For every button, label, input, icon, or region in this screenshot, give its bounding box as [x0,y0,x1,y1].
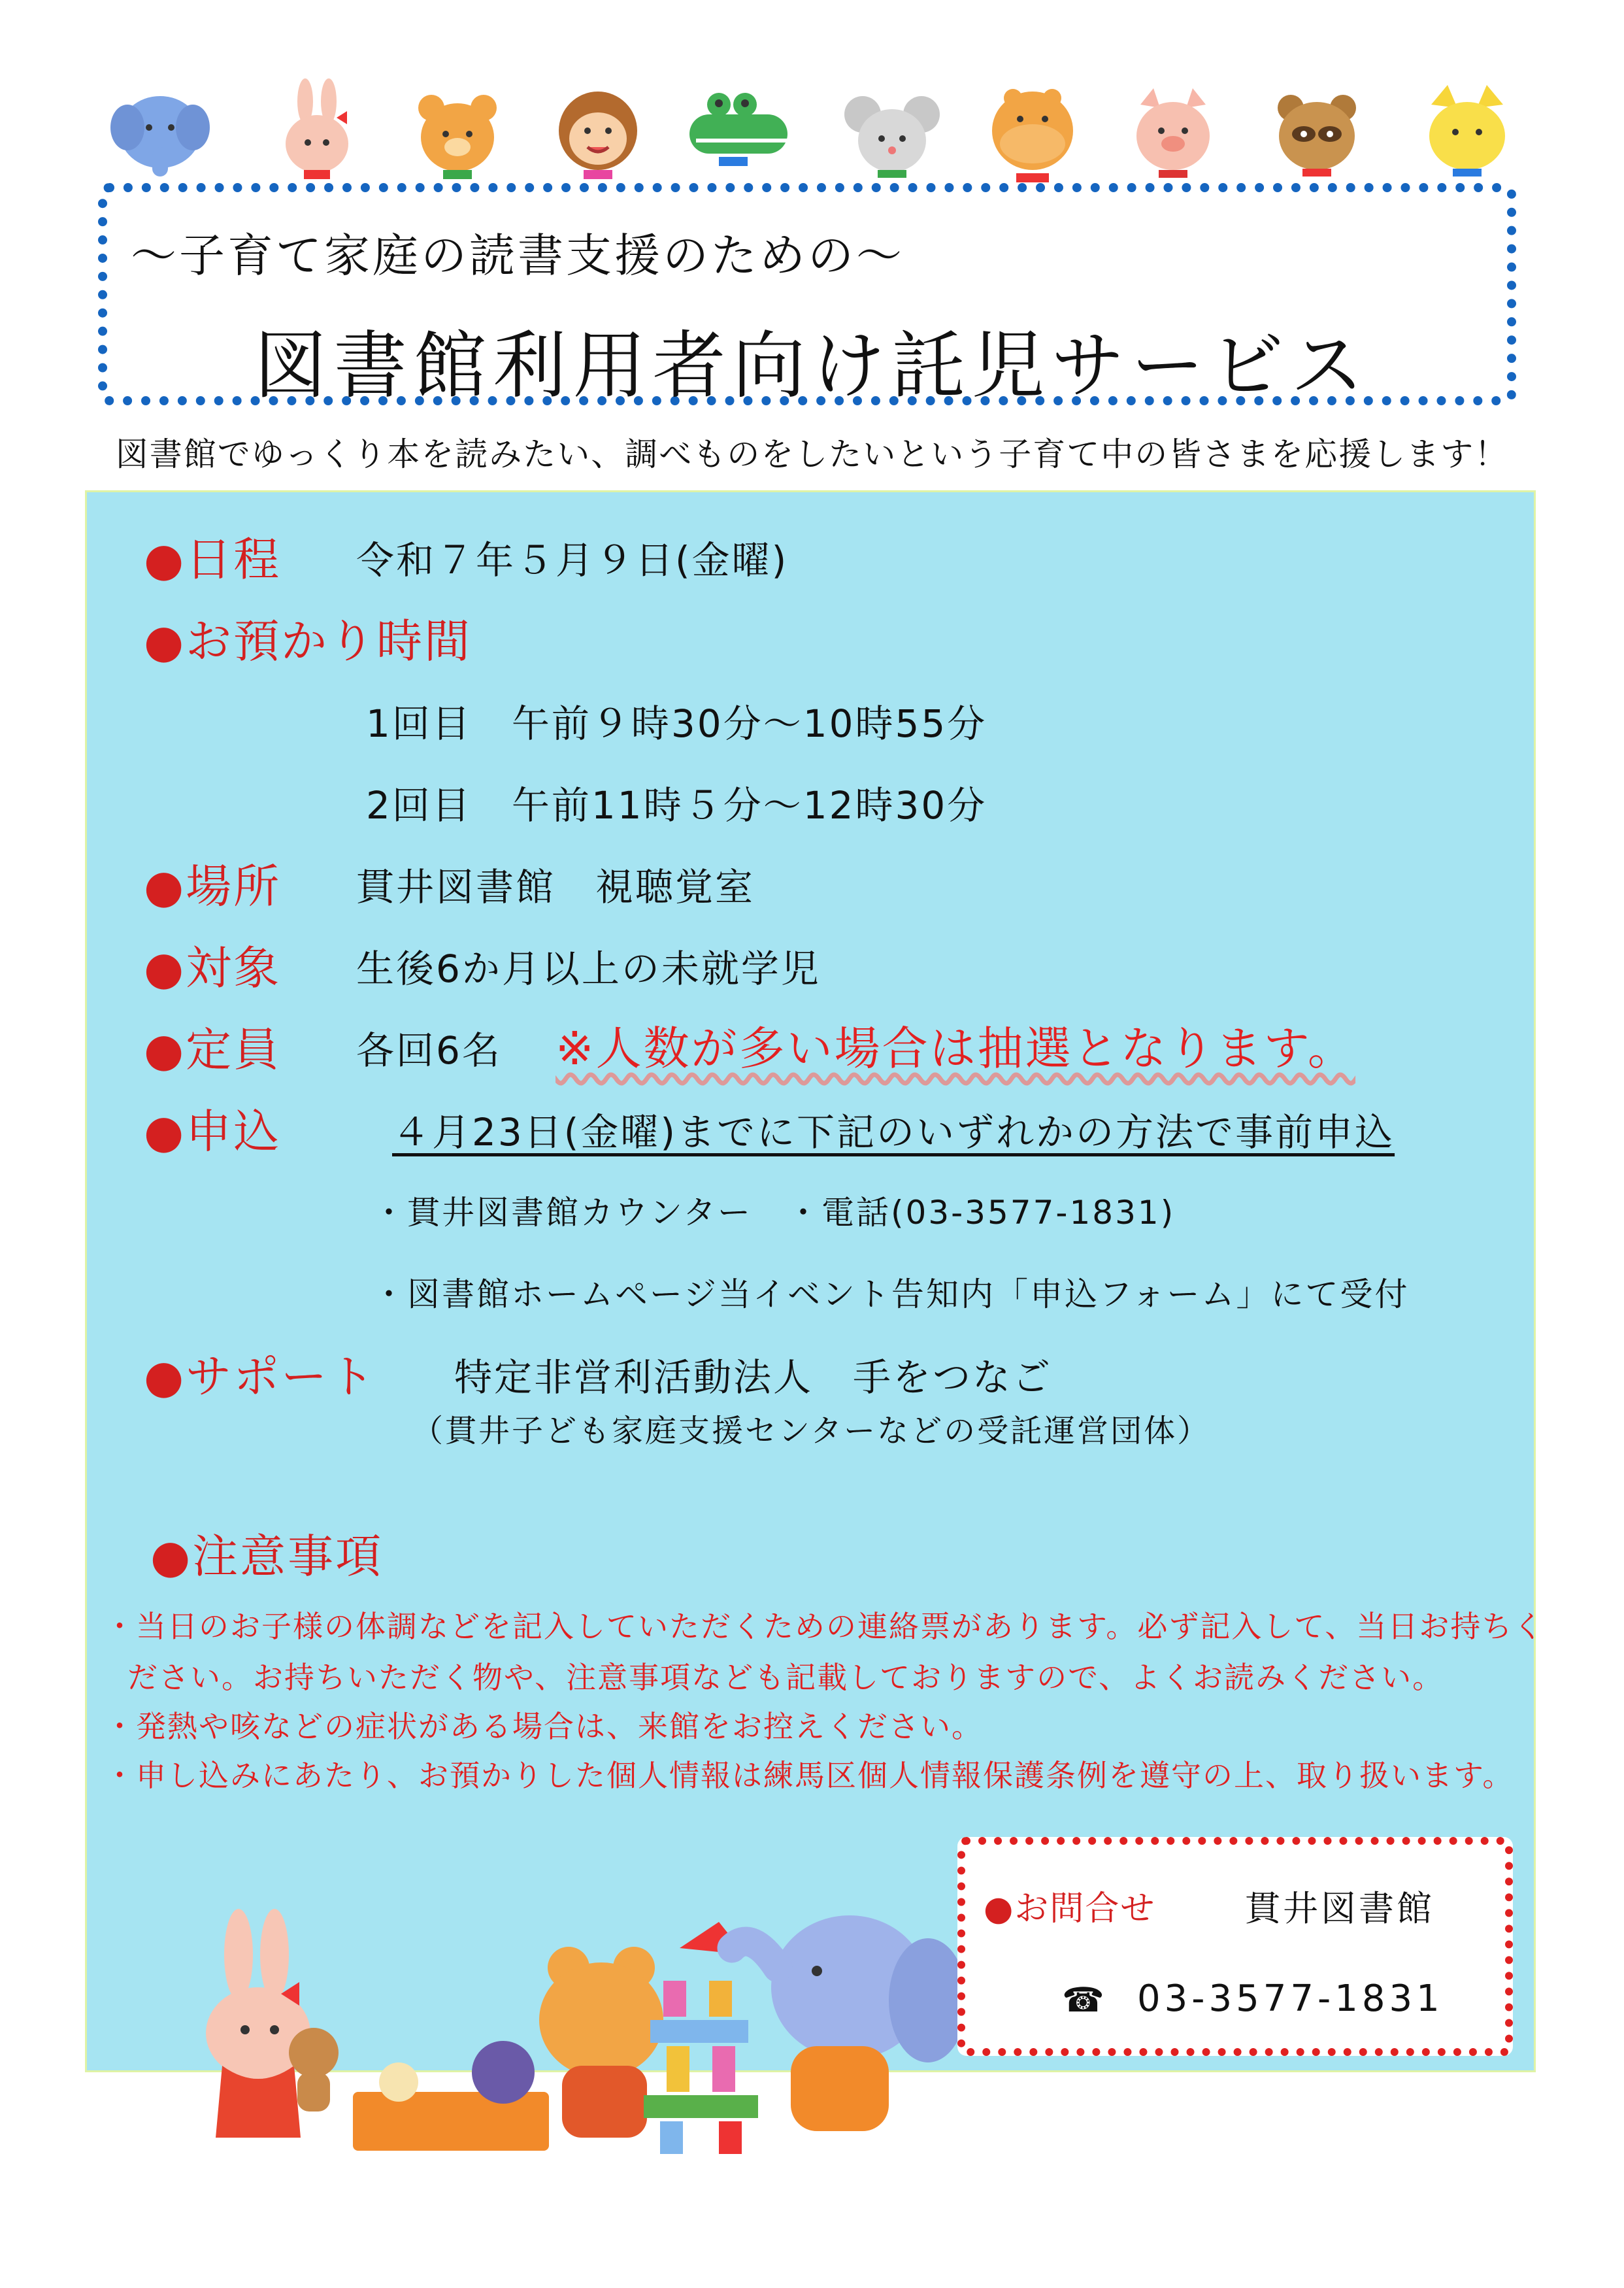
hippo-icon [977,78,1082,183]
apply-label: ●申込 [144,1105,282,1158]
crocodile-icon [680,78,784,183]
support-label: ●サポート [144,1350,377,1404]
elephant-icon [108,78,212,183]
capacity-label: ●定員 [144,1023,282,1077]
mouse-icon [840,78,944,183]
support-note: （貫井子ども家庭支援センターなどの受託運営団体） [412,1413,1211,1449]
apply-method-1: ・貫井図書館カウンター ・電話(03-3577-1831) [373,1194,1176,1232]
target-value: 生後6か月以上の未就学児 [356,947,821,991]
page-subtitle: ～子育て家庭の読書支援のための～ [131,229,904,282]
page-title: 図書館利用者向け託児サービス [254,324,1370,409]
notes-heading: ●注意事項 [150,1530,384,1583]
place-label: ●場所 [144,860,282,913]
monkey-icon [546,78,650,183]
schedule-value: 令和７年５月９日(金曜) [356,538,789,582]
raccoon-icon [1265,78,1369,183]
contact-label: ●お問合せ [984,1889,1156,1928]
note-line-3: ・申し込みにあたり、お預かりした個人情報は練馬区個人情報保護条例を遵守の上、取り扱います。 [105,1758,1514,1793]
tagline: 図書館でゆっくり本を読みたい、調べものをしたいという子育て中の皆さまを応援します！ [115,435,1509,473]
apply-deadline: ４月23日(金曜)までに下記のいずれかの方法で事前申込 [392,1110,1395,1154]
place-value: 貫井図書館 視聴覚室 [356,865,755,909]
apply-method-2: ・図書館ホームページ当イベント告知内「申込フォーム」にて受付 [373,1275,1410,1313]
note-line-2: ・発熱や咳などの症状がある場合は、来館をお控えください。 [105,1709,983,1744]
hours-session-2: 2回目 午前11時５分～12時30分 [366,783,987,828]
lottery-warning: ※人数が多い場合は抽選となります。 [555,1022,1356,1075]
contact-box [957,1837,1513,2056]
phone-icon: ☎ [1062,1981,1104,2020]
hours-label: ●お預かり時間 [144,614,472,668]
note-line-1b: ださい。お持ちいただく物や、注意事項なども記載しておりますので、よくお読みください。 [127,1660,1444,1695]
hours-session-1: 1回目 午前９時30分～10時55分 [366,701,987,746]
cat-icon [1415,78,1519,183]
bear-icon [405,78,510,183]
target-label: ●対象 [144,941,282,995]
schedule-label: ●日程 [144,533,282,586]
contact-library-name: 貫井図書館 [1245,1888,1434,1929]
note-line-1: ・当日のお子様の体調などを記入していただくための連絡票があります。必ず記入して、当日お持ちく [105,1609,1545,1644]
capacity-value: 各回6名 [356,1028,502,1073]
pig-icon [1121,78,1225,183]
rabbit-icon [265,78,369,183]
playing-animals-illustration [163,1896,980,2157]
support-value: 特定非営利活動法人 手をつなご [454,1355,1053,1400]
contact-phone: 03-3577-1831 [1137,1977,1444,2020]
